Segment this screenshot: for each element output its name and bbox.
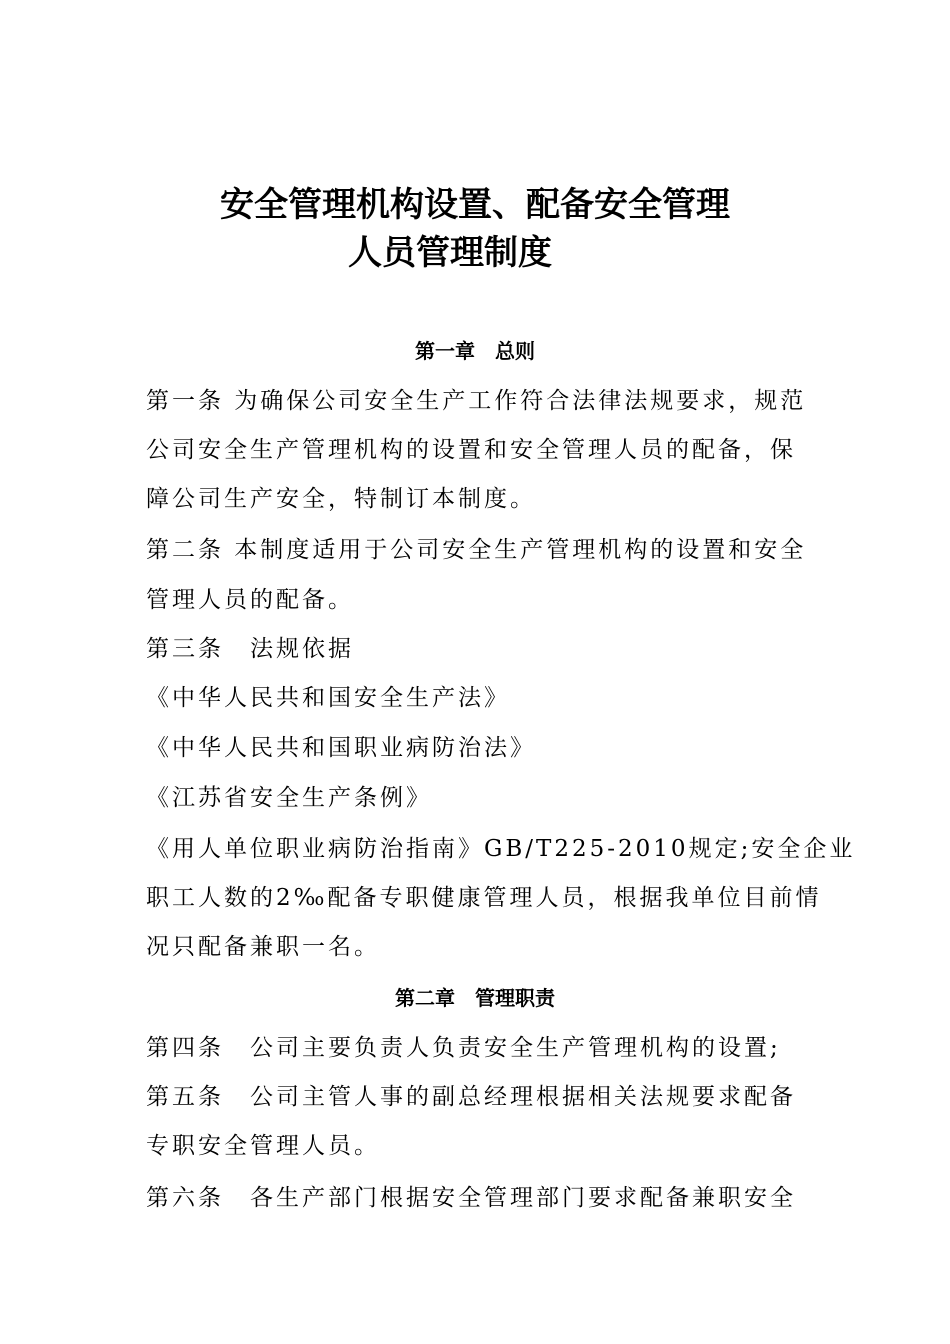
article-1-line3: 障公司生产安全，特制订本制度。 xyxy=(146,486,536,512)
regulation-occupational-disease-law: 《中华人民共和国职业病防治法》 xyxy=(146,735,536,761)
article-1-line1: 第一条 为确保公司安全生产工作符合法律法规要求，规范 xyxy=(146,388,807,414)
article-5-line2: 专职安全管理人员。 xyxy=(146,1133,380,1159)
article-2-line1: 第二条 本制度适用于公司安全生产管理机构的设置和安全 xyxy=(146,537,807,563)
regulation-guide-line3: 况只配备兼职一名。 xyxy=(146,934,380,960)
chapter-heading-general: 第一章 总则 xyxy=(415,339,535,363)
regulation-jiangsu-safety: 《江苏省安全生产条例》 xyxy=(146,785,432,811)
article-5-line1: 第五条 公司主管人事的副总经理根据相关法规要求配备 xyxy=(146,1084,796,1110)
article-2-line2: 管理人员的配备。 xyxy=(146,587,354,613)
regulation-guide-line2: 职工人数的2‰配备专职健康管理人员，根据我单位目前情 xyxy=(146,885,822,911)
article-3-heading: 第三条 法规依据 xyxy=(146,636,354,662)
article-4-line1: 第四条 公司主要负责人负责安全生产管理机构的设置; xyxy=(146,1035,781,1061)
document-title-line1: 安全管理机构设置、配备安全管理 xyxy=(220,185,730,225)
chapter-heading-responsibilities: 第二章 管理职责 xyxy=(395,986,555,1010)
document-title-line2: 人员管理制度 xyxy=(348,233,552,273)
regulation-safety-law: 《中华人民共和国安全生产法》 xyxy=(146,685,510,711)
article-1-line2: 公司安全生产管理机构的设置和安全管理人员的配备，保 xyxy=(146,437,796,463)
article-6-line1: 第六条 各生产部门根据安全管理部门要求配备兼职安全 xyxy=(146,1185,796,1211)
regulation-guide-line1: 《用人单位职业病防治指南》GB/T225-2010规定;安全企业 xyxy=(146,836,856,862)
